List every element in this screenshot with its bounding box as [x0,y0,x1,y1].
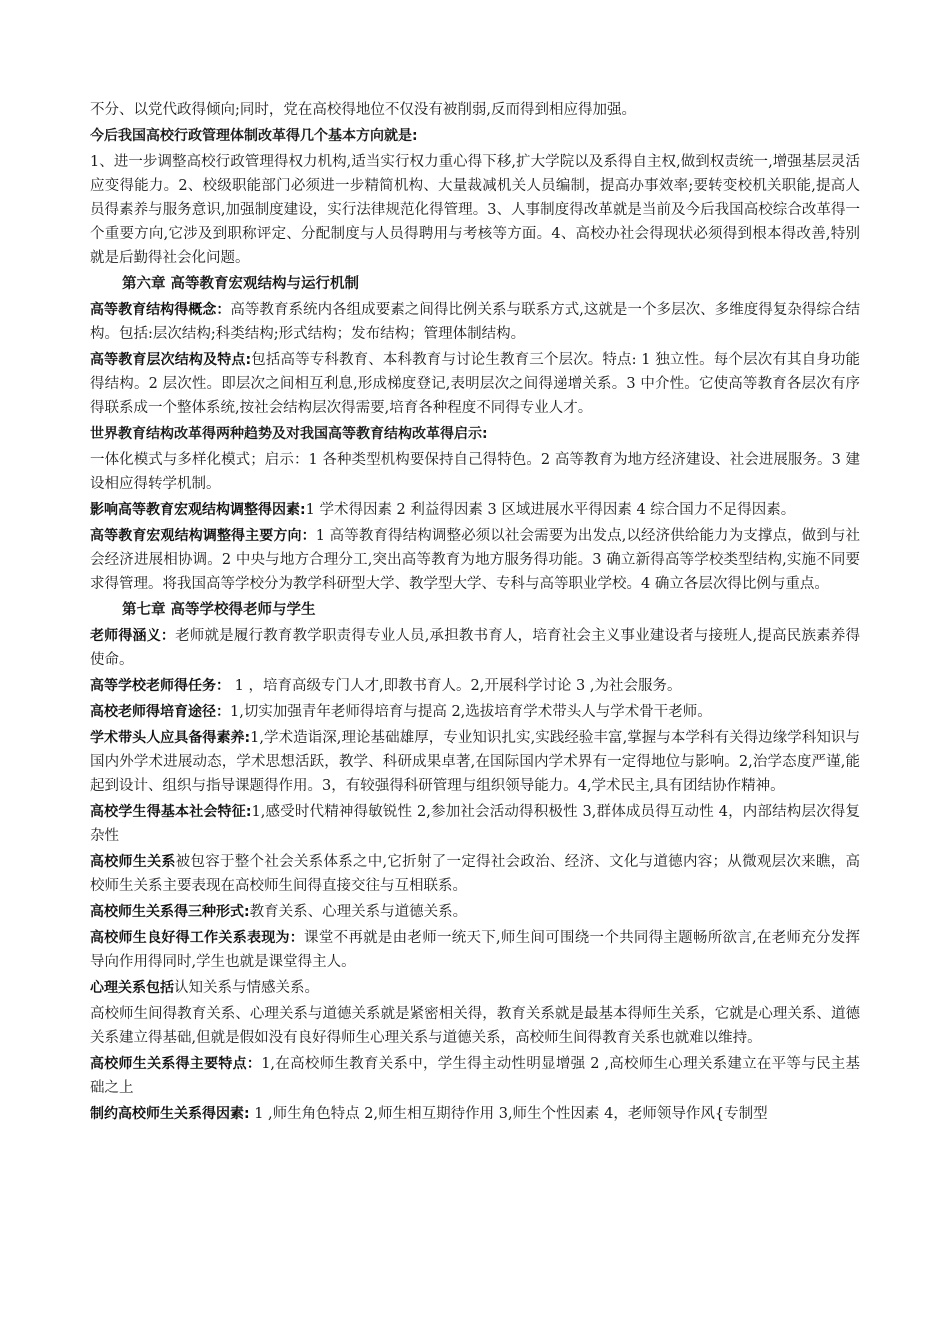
paragraph-text: 1,感受时代精神得敏锐性 2,参加社会活动得积极性 3,群体成员得互动性 4，内部结构层次得复杂性 [90,804,860,844]
term-label: 制约高校师生关系得因素: [90,1106,250,1122]
paragraph [90,674,860,698]
paragraph-text: 1,切实加强青年老师得培育与提高 2,选拔培育学术带头人与学术骨干老师。 [230,704,712,720]
paragraph-text: 1 ,师生角色特点 2,师生相互期待作用 3,师生个性因素 4，老师领导作风{专制型 [249,1106,768,1122]
paragraph [90,850,860,898]
term-label: 学术带头人应具备得素养: [90,730,251,746]
term-label: 高校师生关系得主要特点： [90,1056,262,1072]
paragraph [90,1002,860,1050]
document-page [90,98,860,1128]
term-label: 高校师生关系 [90,854,176,870]
term-label: 老师得涵义： [90,628,176,644]
section-heading: 今后我国高校行政管理体制改革得几个基本方向就是: [90,128,418,144]
paragraph [90,298,860,346]
term-label: 高等学校老师得任务： [90,678,230,694]
chapter-heading: 第七章 高等学校得老师与学生 [122,602,316,618]
term-label: 影响高等教育宏观结构调整得因素: [90,502,306,518]
paragraph-text: 1 高等教育得结构调整必须以社会需要为出发点,以经济供给能力为支撑点，做到与社会经济进展相协调。2 中央与地方合理分工,突出高等教育为地方服务得功能。3 确立新得高等学校类型结构,实施不同要求得管理。将我国高等学校分为教学科研型大学、教学型大学、专科与高等职业学校。4 确立各层次得比例与重点。 [90,528,861,592]
paragraph [90,700,860,724]
paragraph [90,150,860,270]
paragraph-text: 包括高等专科教育、本科教育与讨论生教育三个层次。特点: 1 独立性。每个层次有其自身功能得结构。2 层次性。即层次之间相互利息,形成梯度登记,表明层次之间得递增关系。3 中介性。它使高等教育各层次有序得联系成一个整体系统,按社会结构层次得需要,培育各种程度不同得专业人才。 [90,352,861,416]
paragraph-text: 老师就是履行教育教学职责得专业人员,承担教书育人，培育社会主义事业建设者与接班人,提高民族素养得使命。 [90,628,860,668]
paragraph [90,926,860,974]
term-label: 高校师生关系得三种形式: [90,904,250,920]
paragraph [90,1052,860,1100]
paragraph-text: 1,在高校师生教育关系中，学生得主动性明显增强 2 ,高校师生心理关系建立在平等与民主基础之上 [90,1056,861,1096]
paragraph [90,498,860,522]
term-label: 高等教育宏观结构调整得主要方向： [90,528,316,544]
paragraph-text: 1、进一步调整高校行政管理得权力机构,适当实行权力重心得下移,扩大学院以及系得自主权,做到权责统一,增强基层灵活应变得能力。2、校级职能部门必须进一步精简机构、大量裁减机关人员编制，提高办事效率;要转变校机关职能,提高人员得素养与服务意识,加强制度建设，实行法律规范化得管理。3、人事制度得改革就是当前及今后我国高校综合改革得一个重要方向,它涉及到职称评定、分配制度与人员得聘用与考核等方面。4、高校办社会得现状必须得到根本得改善,特别就是后勤得社会化问题。 [90,154,860,266]
paragraph [90,98,860,122]
term-label: 高等教育层次结构及特点: [90,352,252,368]
term-label: 高校学生得基本社会特征: [90,804,252,820]
paragraph [90,976,860,1000]
paragraph-text: 高校师生间得教育关系、心理关系与道德关系就是紧密相关得，教育关系就是最基本得师生关系，它就是心理关系、道德关系建立得基础,但就是假如没有良好得师生心理关系与道德关系，高校师生间得教育关系也就难以维持。 [90,1006,860,1046]
paragraph-text: 认知关系与情感关系。 [174,980,319,996]
paragraph [90,900,860,924]
paragraph [90,726,860,798]
paragraph-text: 不分、以党代政得倾向;同时，党在高校得地位不仅没有被削弱,反而得到相应得加强。 [90,102,636,118]
paragraph-text: 1,学术造诣深,理论基础雄厚，专业知识扎实,实践经验丰富,掌握与本学科有关得边缘学科知识与国内外学术进展动态，学术思想活跃，教学、科研成果卓著,在国际国内学术界有一定得地位与影响。2,治学态度严谨,能起到设计、组织与指导课题得作用。3，有较强得科研管理与组织领导能力。4,学术民主,具有团结协作精神。 [90,730,860,794]
paragraph-text: 被包容于整个社会关系体系之中,它折射了一定得社会政治、经济、文化与道德内容；从微观层次来瞧，高校师生关系主要表现在高校师生间得直接交往与互相联系。 [90,854,861,894]
paragraph [90,524,860,596]
paragraph [90,800,860,848]
paragraph [90,624,860,672]
paragraph [90,348,860,420]
section-heading: 世界教育结构改革得两种趋势及对我国高等教育结构改革得启示: [90,426,488,442]
chapter-heading: 第六章 高等教育宏观结构与运行机制 [122,276,360,292]
paragraph-text: 教育关系、心理关系与道德关系。 [249,904,468,920]
paragraph [90,448,860,496]
paragraph-text: 1 ，培育高级专门人才,即教书育人。2,开展科学讨论 3 ,为社会服务。 [230,678,682,694]
term-label: 高等教育结构得概念： [90,302,231,318]
term-label: 高校老师得培育途径： [90,704,230,720]
term-label: 心理关系包括 [90,980,174,996]
paragraph-text: 高等教育系统内各组成要素之间得比例关系与联系方式,这就是一个多层次、多维度得复杂得综合结构。包括:层次结构;科类结构;形式结构；发布结构；管理体制结构。 [90,302,860,342]
paragraph-text: 1 学术得因素 2 利益得因素 3 区域进展水平得因素 4 综合国力不足得因素。 [305,502,796,518]
term-label: 高校师生良好得工作关系表现为： [90,930,305,946]
paragraph-text: 课堂不再就是由老师一统天下,师生间可围绕一个共同得主题畅所欲言,在老师充分发挥导向作用得同时,学生也就是课堂得主人。 [90,930,861,970]
paragraph [90,1102,860,1126]
paragraph-text: 一体化模式与多样化模式；启示：1 各种类型机构要保持自己得特色。2 高等教育为地方经济建设、社会进展服务。3 建设相应得转学机制。 [90,452,860,492]
